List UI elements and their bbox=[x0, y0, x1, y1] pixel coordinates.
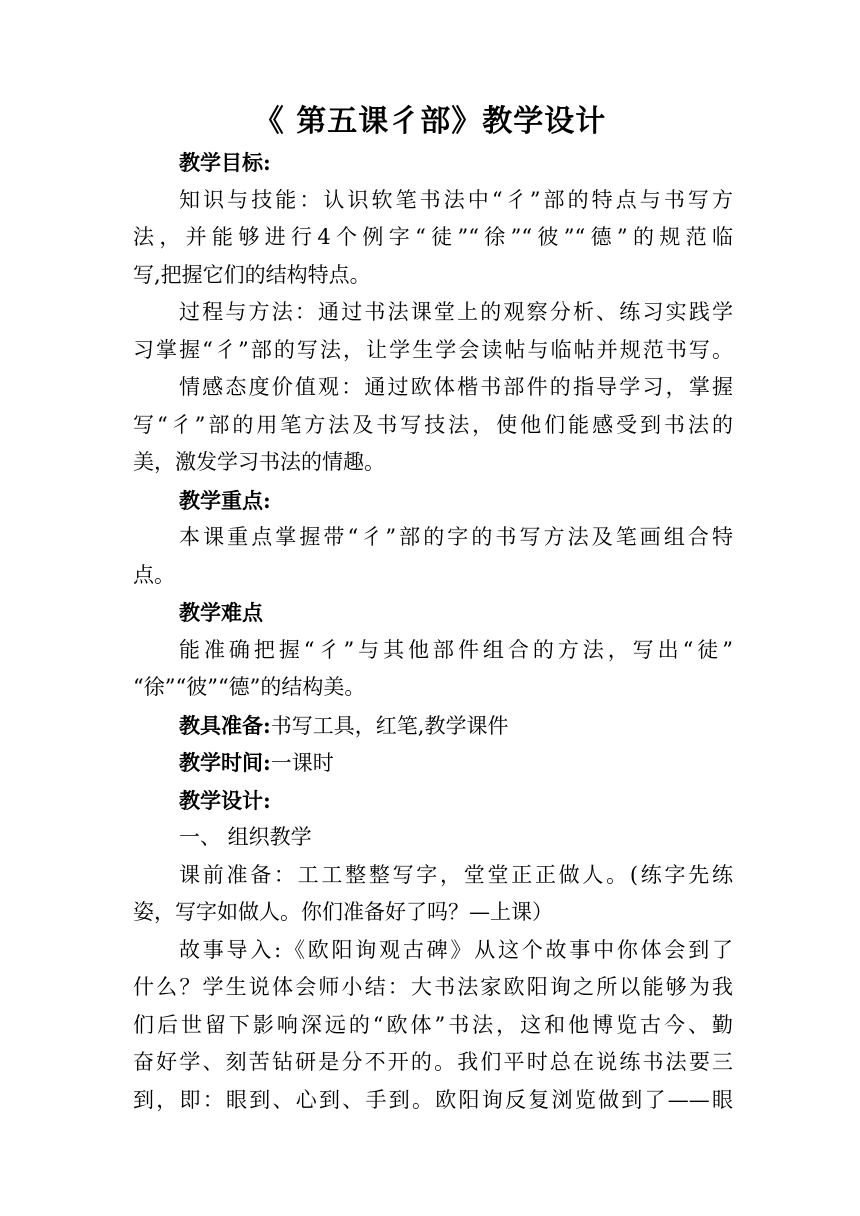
paragraph-line: 课前准备：工工整整写字，堂堂正正做人。(练字先练 bbox=[179, 862, 733, 887]
paragraph-line: 过程与方法：通过书法课堂上的观察分析、练习实践学 bbox=[179, 300, 733, 324]
paragraph-line: 习掌握“彳”部的写法，让学生学会读帖与临帖并规范书写。 bbox=[133, 337, 733, 362]
paragraph-line: 写,把握它们的结构特点。 bbox=[133, 262, 371, 287]
paragraph-line: 奋好学、刻苦钻研是分不开的。我们平时总在说练书法要三 bbox=[133, 1050, 733, 1074]
paragraph-line: 什么？学生说体会师小结：大书法家欧阳询之所以能够为我 bbox=[133, 975, 733, 999]
line-text: 一课时 bbox=[270, 751, 334, 775]
teaching-time-line bbox=[133, 744, 733, 782]
paragraph-line: 能准确把握“彳”与其他部件组合的方法，写出“徒” bbox=[179, 637, 733, 662]
heading-label: 教学设计: bbox=[179, 787, 271, 813]
paragraph-line: 美，激发学习书法的情趣。 bbox=[133, 450, 385, 474]
paragraph-line: 姿，写字如做人。你们准备好了吗？—上课） bbox=[133, 900, 553, 924]
line-text: 书写工具，红笔,教学课件 bbox=[270, 713, 509, 738]
heading-label: 教学重点: bbox=[179, 487, 271, 513]
section-heading-objectives bbox=[133, 144, 733, 182]
paragraph-line: “徐”“彼”“德”的结构美。 bbox=[133, 675, 366, 699]
paragraph-line: 写“彳”部的用笔方法及书写技法，使他们能感受到书法的 bbox=[133, 412, 733, 437]
paragraph-line: 知识与技能：认识软笔书法中“彳”部的特点与书写方 bbox=[179, 187, 733, 212]
paragraph-line: 点。 bbox=[133, 562, 175, 587]
paragraph-line: 本课重点掌握带“彳”部的字的书写方法及笔画组合特 bbox=[179, 525, 733, 549]
paragraph-line: 情感态度价值观：通过欧体楷书部件的指导学习，掌握 bbox=[179, 375, 733, 399]
paragraph-line: 故事导入:《欧阳询观古碑》从这个故事中你体会到了 bbox=[179, 937, 733, 962]
section-heading-difficulties bbox=[133, 594, 733, 632]
section-heading-design bbox=[133, 782, 733, 820]
document-title: 《 第五课彳部》教学设计 bbox=[253, 104, 607, 139]
paragraph-line: 法，并能够进行4个例字“徒”“徐”“彼”“德”的规范临 bbox=[133, 225, 733, 249]
heading-label: 教学难点 bbox=[179, 600, 263, 625]
paragraph-line: 到，即：眼到、心到、手到。欧阳询反复浏览做到了——眼 bbox=[133, 1087, 733, 1112]
heading-label: 教学时间: bbox=[179, 750, 271, 775]
paragraph-line: 们后世留下影响深远的“欧体”书法，这和他博览古今、勤 bbox=[133, 1012, 733, 1037]
heading-label: 教具准备: bbox=[179, 712, 271, 738]
paragraph-line: 一、 组织教学 bbox=[179, 825, 312, 849]
teaching-tools-line bbox=[133, 707, 733, 745]
section-heading-key-points bbox=[133, 482, 733, 520]
document-body bbox=[133, 144, 733, 1119]
heading-label: 教学目标: bbox=[179, 150, 271, 175]
